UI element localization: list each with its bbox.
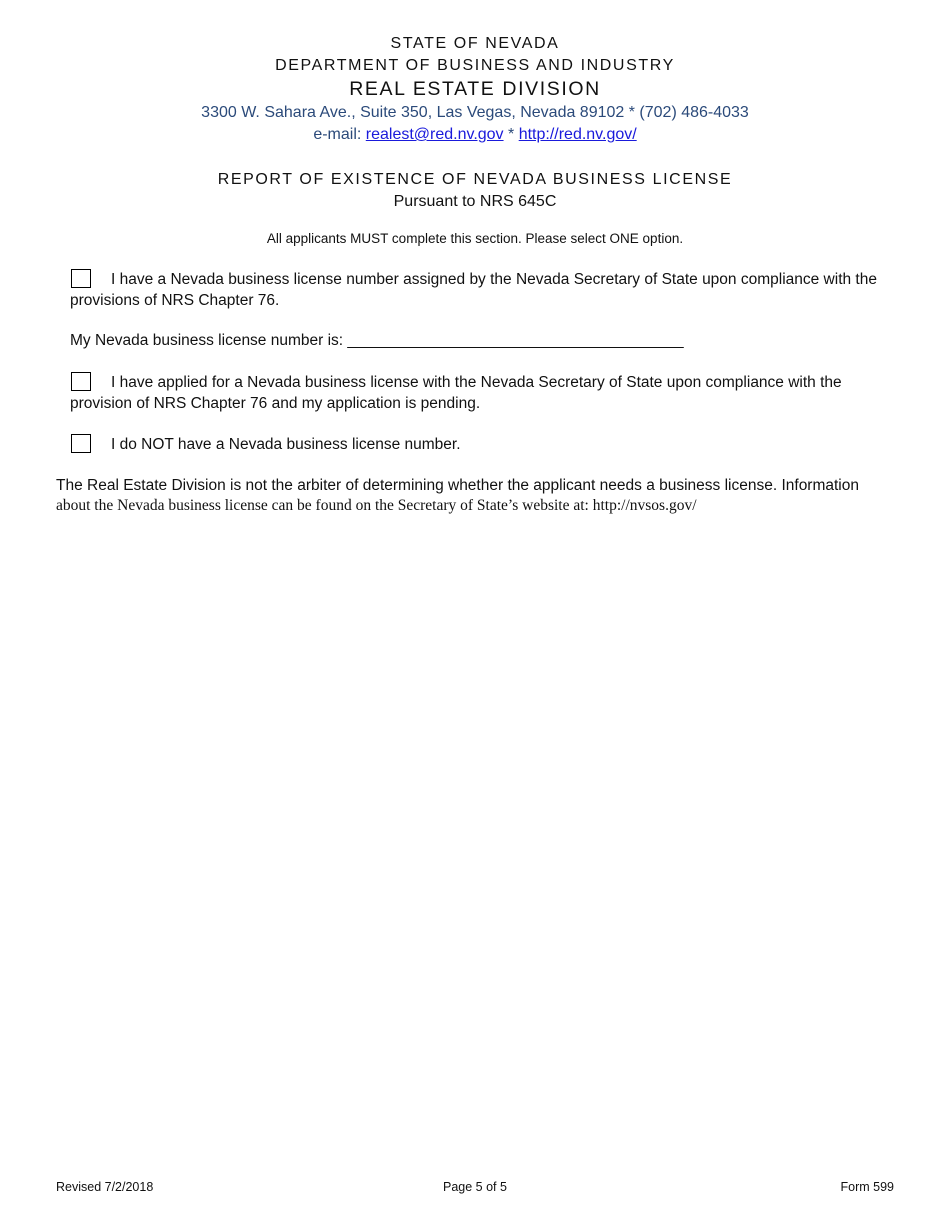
website-link[interactable]: http://red.nv.gov/ [518,126,637,143]
note-line2: about the Nevada business license can be found on the Secretary of State’s website at: http://nvsos.gov/ [56,497,697,514]
option3-text: I do NOT have a Nevada business license number. [111,436,461,453]
contact-separator: * [503,126,519,143]
option1-text-line2: provisions of NRS Chapter 76. [70,292,280,309]
footer-form-number: Form 599 [840,1180,894,1194]
email-label: e-mail: [313,126,366,143]
option1-text-line1: I have a Nevada business license number assigned by the Nevada Secretary of State upon compliance with the [111,271,877,288]
license-number-field[interactable]: My Nevada business license number is: _______________________________________ [70,332,684,349]
email-link[interactable]: realest@red.nv.gov [365,126,504,143]
option2-text-line1: I have applied for a Nevada business license with the Nevada Secretary of State upon compliance with the [111,374,842,391]
form-instruction: All applicants MUST complete this section. Please select ONE option. [266,231,684,246]
department-title: DEPARTMENT OF BUSINESS AND INDUSTRY [275,57,675,74]
option2-checkbox[interactable] [71,372,91,391]
footer-revised: Revised 7/2/2018 [56,1180,154,1194]
option1-checkbox[interactable] [71,269,91,288]
division-title: REAL ESTATE DIVISION [349,78,601,100]
footer-page-number: Page 5 of 5 [443,1180,507,1194]
form-title: REPORT OF EXISTENCE OF NEVADA BUSINESS LICENSE [217,171,733,188]
contact-line [0,126,950,144]
note-line1: The Real Estate Division is not the arbiter of determining whether the applicant needs a business license. Information [56,477,859,494]
address-line: 3300 W. Sahara Ave., Suite 350, Las Vegas, Nevada 89102 * (702) 486-4033 [201,104,749,121]
form-subtitle: Pursuant to NRS 645C [393,193,557,210]
option3-checkbox[interactable] [71,434,91,453]
option2-text-line2: provision of NRS Chapter 76 and my application is pending. [70,395,481,412]
state-title: STATE OF NEVADA [390,35,560,52]
